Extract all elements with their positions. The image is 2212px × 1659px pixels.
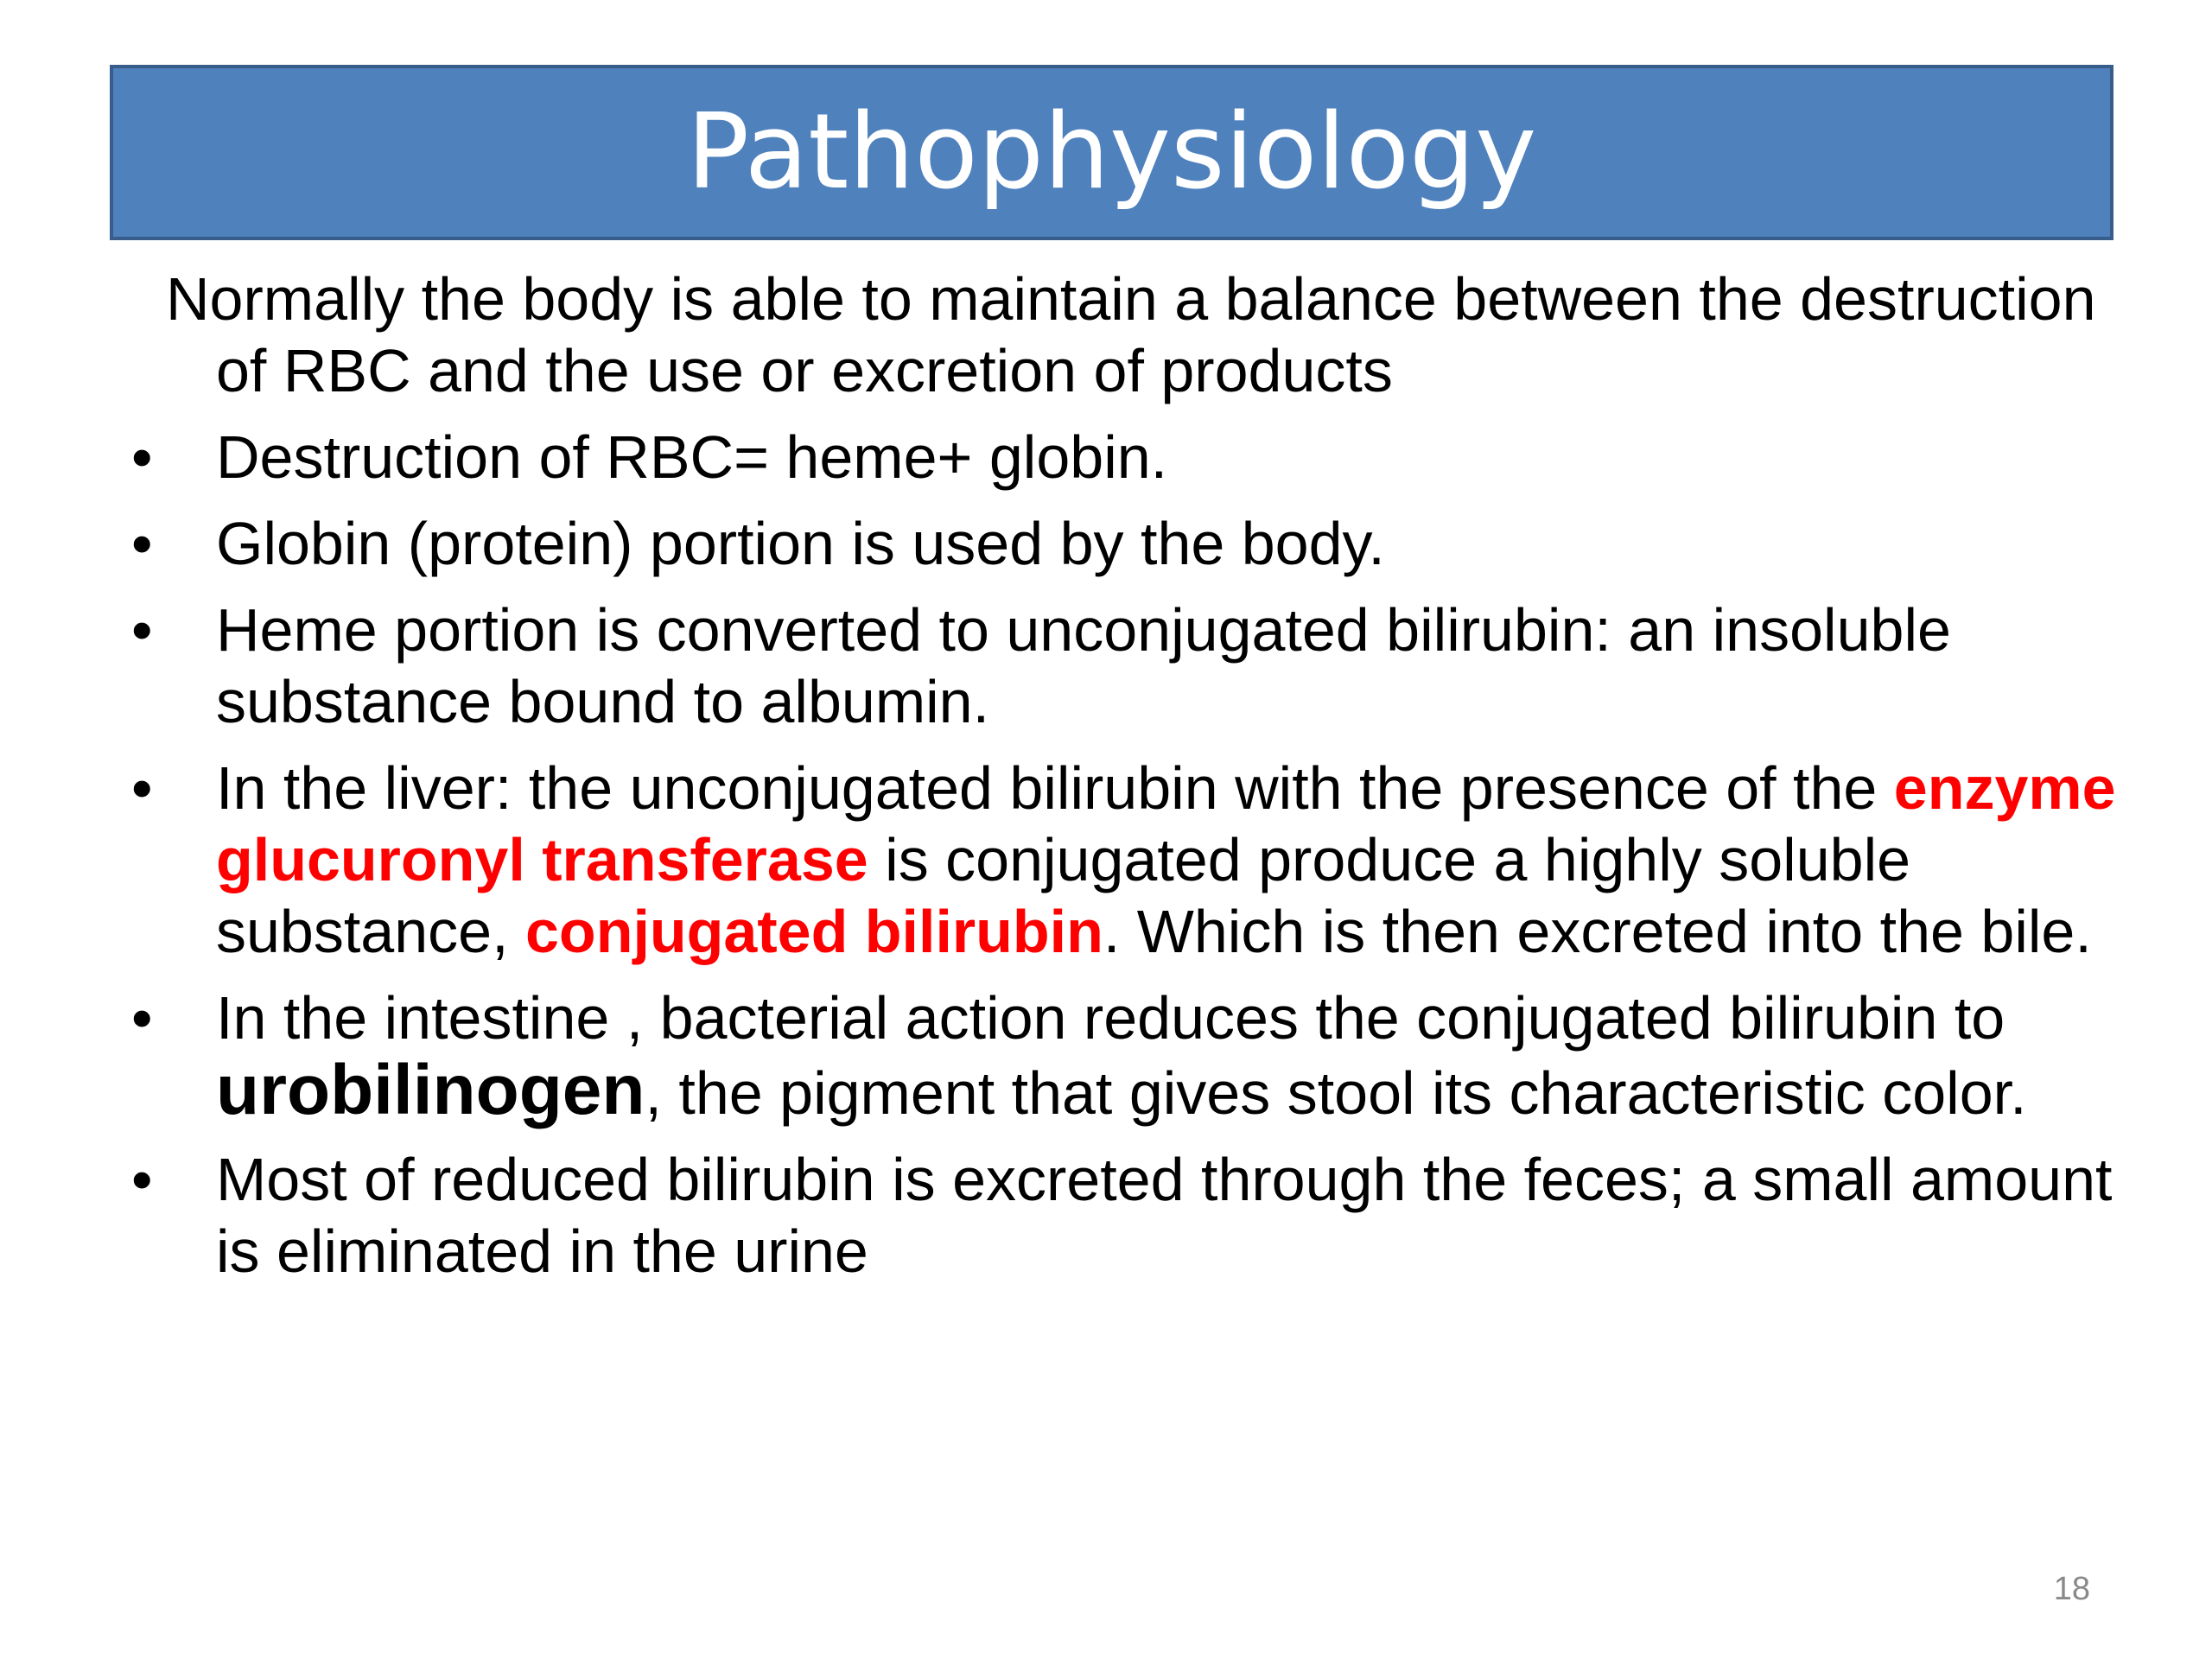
bullet-text: Most of reduced bilirubin is excreted through the feces; a small amount is eliminated in the urine (216, 1146, 2113, 1285)
bullet-item (130, 1144, 2143, 1287)
bullet-text-part: . Which is then excreted into the bile. (1103, 898, 2092, 965)
bullet-icon: • (131, 596, 153, 664)
slide-body (130, 264, 2143, 1302)
bullet-text-part: is conjugated produce a highly soluble substance, (216, 826, 1911, 965)
bullet-item (130, 982, 2143, 1129)
bullet-icon: • (131, 754, 153, 822)
intro-paragraph: Normally the body is able to maintain a balance between the destruction of RBC and the use or excretion of products (166, 265, 2096, 404)
bullet-icon: • (131, 423, 153, 491)
bullet-item (130, 594, 2143, 738)
bullet-icon: • (131, 984, 153, 1052)
bullet-text-part: In the intestine , bacterial action reduces the conjugated bilirubin to (216, 984, 2005, 1052)
bullet-list (130, 422, 2143, 1287)
bullet-text-part: In the liver: the unconjugated bilirubin with the presence of the (216, 754, 1894, 822)
bullet-text: Destruction of RBC= heme+ globin. (216, 423, 1168, 491)
bullet-icon: • (131, 510, 153, 577)
bullet-text: Globin (protein) portion is used by the body. (216, 510, 1385, 577)
highlight-enzyme: enzyme glucuronyl transferase (216, 754, 2116, 893)
bullet-text: Heme portion is converted to unconjugated bilirubin: an insoluble substance bound to albumin. (216, 596, 1951, 735)
slide-number: 18 (2053, 1571, 2090, 1607)
bullet-item (130, 422, 2143, 493)
bullet-icon: • (131, 1146, 153, 1213)
emphasis-urobilinogen: urobilinogen (216, 1051, 645, 1129)
slide-title: Pathophysiology (686, 92, 1537, 213)
bullet-item (130, 753, 2143, 968)
title-banner (110, 65, 2113, 240)
bullet-item (130, 508, 2143, 580)
bullet-text-part: , the pigment that gives stool its characteristic color. (645, 1059, 2027, 1127)
highlight-conjugated-bilirubin: conjugated bilirubin (525, 898, 1103, 965)
